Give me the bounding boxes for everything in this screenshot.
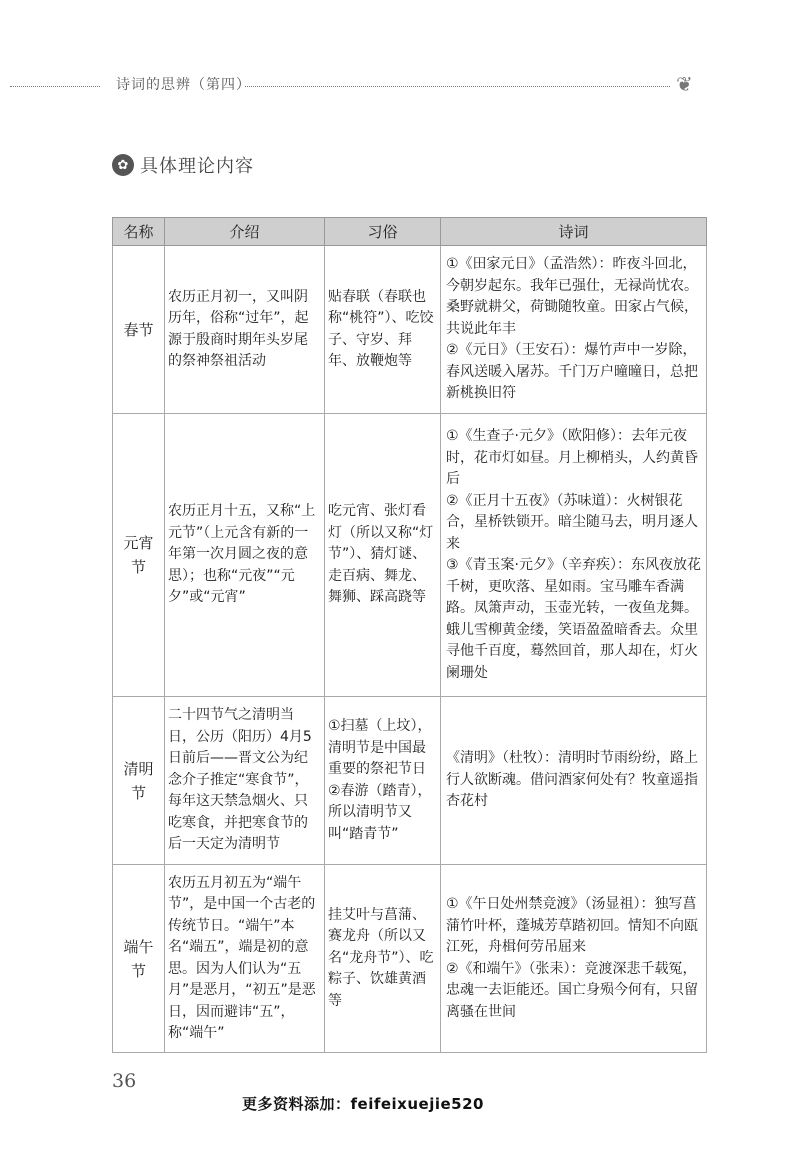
festival-poems: [441, 246, 707, 414]
festival-poems: [441, 414, 707, 697]
header-poems: 诗词: [441, 218, 707, 246]
festival-intro: 二十四节气之清明当日，公历（阳历）4月5日前后——晋文公为纪念介子推定“寒食节”，每年这天禁急烟火、只吃寒食，并把寒食节的后一天定为清明节: [165, 697, 325, 865]
festival-poems: [441, 865, 707, 1053]
festival-customs: 贴春联（春联也称“桃符”）、吃饺子、守岁、拜年、放鞭炮等: [325, 246, 441, 414]
page-number: 36: [112, 1070, 137, 1092]
poem-entry: ②《元日》（王安石）：爆竹声中一岁除，春风送暖入屠苏。千门万户曈曈日，总把新桃换旧符: [446, 342, 698, 402]
table-row: [113, 865, 707, 1053]
festival-customs: 挂艾叶与菖蒲、赛龙舟（所以又名“龙舟节”）、吃粽子、饮雄黄酒等: [325, 865, 441, 1053]
running-title: 诗词的思辨（第四）: [116, 77, 251, 93]
header-name: 名称: [113, 218, 165, 246]
poem-entry: ①《生查子·元夕》（欧阳修）：去年元夜时，花市灯如昼。月上柳梢头，人约黄昏后: [446, 428, 698, 487]
festival-name: 春节: [113, 246, 165, 414]
festival-poems: [441, 697, 707, 865]
section-title-text: 具体理论内容: [140, 156, 254, 177]
poem-entry: ②《和端午》（张耒）：竞渡深悲千载冤，忠魂一去讵能还。国亡身殒今何有，只留离骚在世间: [446, 960, 698, 1020]
header-divider-left: [10, 86, 100, 87]
running-header: [0, 70, 800, 100]
festival-customs: ①扫墓（上坟），清明节是中国最重要的祭祀节日 ②春游（踏青），所以清明节又叫“踏青节”: [325, 697, 441, 865]
poem-entry: 《清明》（杜牧）：清明时节雨纷纷，路上行人欲断魂。借问酒家何处有？牧童遥指杏花村: [446, 750, 698, 810]
poem-entry: ②《正月十五夜》（苏味道）：火树银花合，星桥铁锁开。暗尘随马去，明月逐人来: [446, 492, 698, 552]
festival-customs: 吃元宵、张灯看灯（所以又称“灯节”）、猜灯谜、走百病、舞龙、舞狮、踩高跷等: [325, 414, 441, 697]
table-row: [113, 697, 707, 865]
festival-intro: 农历正月初一，又叫阴历年，俗称“过年”，起源于殷商时期年头岁尾的祭神祭祖活动: [165, 246, 325, 414]
poem-entry: ①《午日处州禁竞渡》（汤显祖）：独写菖蒲竹叶杯，蓬城芳草踏初回。情知不向瓯江死，舟楫何劳吊屈来: [446, 896, 698, 955]
festival-name: 端午节: [113, 865, 165, 1053]
festival-intro: 农历五月初五为“端午节”，是中国一个古老的传统节日。“端午”本名“端五”，端是初的意思。因为人们认为“五月”是恶月，“初五”是恶日，因而避讳“五”，称“端午”: [165, 865, 325, 1053]
flower-badge-icon: ✿: [112, 154, 134, 176]
table-row: [113, 414, 707, 697]
section-heading: [112, 150, 254, 180]
header-intro: 介绍: [165, 218, 325, 246]
header-divider-right: [245, 86, 670, 87]
footer-note: 更多资料添加：feifeixuejie520: [242, 1095, 484, 1113]
table-header-row: [113, 218, 707, 246]
poem-entry: ③《青玉案·元夕》（辛弃疾）：东风夜放花千树，更吹落、星如雨。宝马雕车香满路。凤箫声动，玉壶光转，一夜鱼龙舞。蛾儿雪柳黄金缕，笑语盈盈暗香去。众里寻他千百度，蓦然回首，那人却在，灯火阑珊处: [446, 557, 701, 681]
festival-name: 清明节: [113, 697, 165, 865]
table-row: [113, 246, 707, 414]
leaf-icon: ❦: [676, 72, 693, 96]
festival-table: [112, 217, 707, 1053]
poem-entry: ①《田家元日》（孟浩然）：昨夜斗回北，今朝岁起东。我年已强仕，无禄尚忧农。桑野就耕父，荷锄随牧童。田家占气候，共说此年丰: [446, 256, 698, 337]
header-customs: 习俗: [325, 218, 441, 246]
festival-intro: 农历正月十五，又称“上元节”（上元含有新的一年第一次月圆之夜的意思）；也称“元夜”“元夕”或“元宵”: [165, 414, 325, 697]
festival-name: 元宵节: [113, 414, 165, 697]
